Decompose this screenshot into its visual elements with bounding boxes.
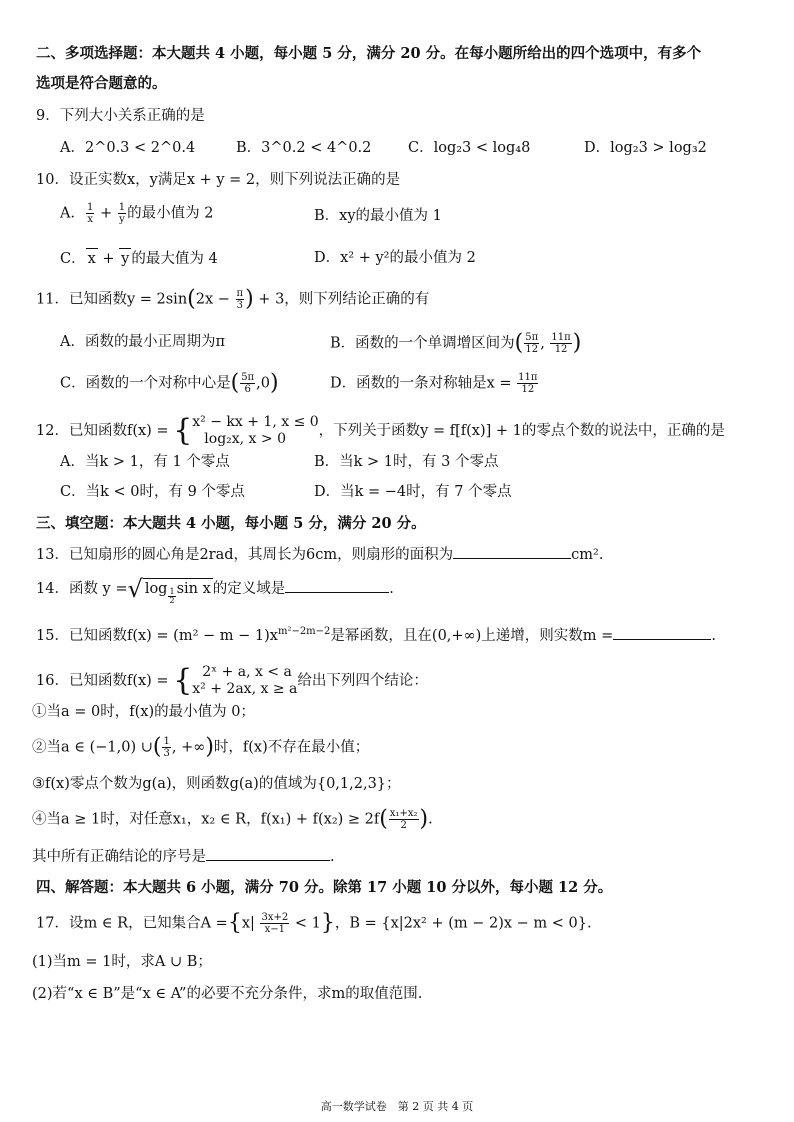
q16-ask-end: . bbox=[330, 849, 335, 865]
q12-option-b: B．当k > 1时，有 3 个零点 bbox=[314, 454, 499, 470]
q10-option-d: D．x² + y²的最小值为 2 bbox=[314, 250, 476, 266]
q13-unit: cm². bbox=[571, 547, 604, 563]
q12-option-d: D．当k = −4时，有 7 个零点 bbox=[314, 484, 512, 500]
section4-heading: 四、解答题：本大题共 6 小题，满分 70 分。除第 17 小题 10 分以外，每小题 12 分。 bbox=[36, 879, 613, 896]
q16-stem-prefix: 16．已知函数f(x) = bbox=[36, 673, 169, 689]
q12-option-a: A．当k > 1，有 1 个零点 bbox=[60, 454, 230, 470]
q16-statement-4: ④当a ≥ 1时，对任意x₁，x₂ ∈ R，f(x₁) + f(x₂) ≥ 2f( $\frac{\text{x₁+x₂}}{2}$ ). bbox=[32, 806, 433, 832]
q12-piece2: log₂x, x > 0 bbox=[204, 431, 286, 447]
q9-option-c: C．log₂3 < log₄8 bbox=[408, 140, 531, 156]
q17-stem-prefix: 17．设m ∈ R，已知集合A = bbox=[36, 915, 228, 932]
q11-option-a: A．函数的最小正周期为π bbox=[60, 334, 226, 350]
q16-s2-suffix: 时，f(x)不存在最小值； bbox=[213, 739, 370, 756]
q12-option-c: C．当k < 0时，有 9 个零点 bbox=[60, 484, 245, 500]
q10-a-suffix: 的最小值为 2 bbox=[127, 205, 214, 222]
q14-end: . bbox=[389, 581, 394, 597]
q16-s4-prefix: ④当a ≥ 1时，对任意x₁，x₂ ∈ R，f(x₁) + f(x₂) ≥ 2f bbox=[32, 811, 380, 828]
q15 bbox=[36, 622, 764, 646]
q13-text: 13．已知扇形的圆心角是2rad，其周长为6cm，则扇形的面积为 bbox=[36, 547, 454, 563]
q9-option-a: A．2^0.3 < 2^0.4 bbox=[60, 140, 196, 156]
q12-stem: 12．已知函数f(x) = { x² − kx + 1, x ≤ 0 log₂x, x > 0 ，下列关于函数y = f[f(x)] + 1的零点个数的说法中，正确的是 bbox=[36, 413, 725, 448]
q17-stem: 17．设m ∈ R，已知集合A ={x| $\frac{3x+2}{x-1}$ < 1}，B = {x|2x² + (m − 2)x − m < 0}. bbox=[36, 910, 592, 936]
page-footer: 高一数学试卷 第 2 页 共 4 页 bbox=[320, 1100, 474, 1113]
q15-end: . bbox=[711, 627, 716, 644]
q15-prefix: 15．已知函数f(x) = (m² − m − 1)x bbox=[36, 627, 278, 644]
q16-piece2: x² + 2ax, x ≥ a bbox=[192, 681, 298, 697]
q16-statement-2: ②当a ∈ (−1,0) ∪( $\frac{1}{3}$ , +∞)时，f(x)不存在最小值； bbox=[32, 734, 370, 760]
q11-d-text: D．函数的一条对称轴是x = bbox=[330, 375, 512, 392]
q14-prefix: 14．函数 y = bbox=[36, 581, 128, 597]
q9-stem: 9．下列大小关系正确的是 bbox=[36, 108, 205, 124]
section2-heading-line2: 选项是符合题意的。 bbox=[36, 75, 167, 92]
q14: 14．函数 y =√ log $_{\frac{1}{2}}$ sin x 的定义域是 . bbox=[36, 575, 394, 605]
q16-s4-suffix: . bbox=[428, 811, 433, 828]
q11-option-d: D．函数的一条对称轴是x = $\frac{11\pi}{12}$ bbox=[330, 372, 538, 395]
q9-option-d: D．log₂3 > log₃2 bbox=[584, 140, 707, 156]
q10-stem: 10．设正实数x，y满足x + y = 2，则下列说法正确的是 bbox=[36, 172, 401, 188]
q17-stem-suffix: ，B = {x|2x² + (m − 2)x − m < 0}. bbox=[334, 915, 592, 932]
q17-part-1: (1)当m = 1时，求A ∪ B； bbox=[32, 954, 212, 970]
q11-stem: 11．已知函数y = 2sin(2x − $\frac{\pi}{3}$ ) + 3，则下列结论正确的有 bbox=[36, 286, 430, 312]
q10-option-c: C． x + y 的最大值为 4 bbox=[60, 248, 218, 269]
q11-stem-suffix: + 3，则下列结论正确的有 bbox=[253, 291, 430, 308]
q14-suffix: 的定义域是 bbox=[212, 581, 286, 597]
q13-answer-blank[interactable] bbox=[453, 544, 571, 559]
q15-exponent: m²−2m−2 bbox=[277, 626, 331, 637]
q15-suffix: 是幂函数，且在(0,+∞)上递增，则实数m = bbox=[330, 627, 614, 644]
q14-answer-blank[interactable] bbox=[285, 578, 389, 593]
section3-heading: 三、填空题：本大题共 4 小题，每小题 5 分，满分 20 分。 bbox=[36, 515, 426, 532]
q16-piece1: 2ˣ + a, x < a bbox=[202, 664, 292, 680]
q10-c-suffix: 的最大值为 4 bbox=[131, 251, 218, 267]
q11-option-b: B．函数的一个单调增区间为( $\frac{5\pi}{12}$ , $\frac{11\pi}{12}$ ) bbox=[330, 330, 582, 356]
q12-stem-suffix: ，下列关于函数y = f[f(x)] + 1的零点个数的说法中，正确的是 bbox=[318, 423, 725, 439]
q16-s2-prefix: ②当a ∈ (−1,0) ∪ bbox=[32, 739, 153, 756]
q11-c-text: C．函数的一个对称中心是 bbox=[60, 375, 231, 392]
q10-option-b: B．xy的最小值为 1 bbox=[314, 208, 442, 224]
q10-option-a: A． $\frac{1}{x}$ + $\frac{1}{y}$ 的最小值为 2 bbox=[60, 202, 214, 225]
q12-piece1: x² − kx + 1, x ≤ 0 bbox=[192, 414, 319, 430]
q16-statement-3: ③f(x)零点个数为g(a)，则函数g(a)的值域为{0,1,2,3}； bbox=[32, 776, 401, 792]
q16-ask-text: 其中所有正确结论的序号是 bbox=[32, 849, 206, 865]
q15-answer-blank[interactable] bbox=[613, 625, 711, 640]
section2-heading-line1: 二、多项选择题：本大题共 4 小题，每小题 5 分，满分 20 分。在每小题所给出的四个选项中，有多个 bbox=[36, 45, 702, 62]
q13 bbox=[36, 544, 764, 565]
q16-answer-blank[interactable] bbox=[206, 846, 330, 861]
q11-stem-prefix: 11．已知函数y = 2sin bbox=[36, 291, 188, 308]
q16-ask bbox=[32, 846, 764, 867]
q16-stem-suffix: 给出下列四个结论： bbox=[297, 673, 428, 689]
q16-stem: 16．已知函数f(x) = { 2ˣ + a, x < a x² + 2ax, x ≥ a 给出下列四个结论： bbox=[36, 663, 428, 698]
q16-statement-1: ①当a = 0时，f(x)的最小值为 0； bbox=[32, 704, 255, 720]
q17-part-2: (2)若“x ∈ B”是“x ∈ A”的必要不充分条件，求m的取值范围. bbox=[32, 986, 423, 1002]
q11-b-text: B．函数的一个单调增区间为 bbox=[330, 335, 515, 352]
q9-option-b: B．3^0.2 < 4^0.2 bbox=[236, 140, 372, 156]
q12-stem-prefix: 12．已知函数f(x) = bbox=[36, 423, 169, 439]
q11-option-c: C．函数的一个对称中心是( $\frac{5\pi}{6}$ ,0) bbox=[60, 370, 279, 396]
